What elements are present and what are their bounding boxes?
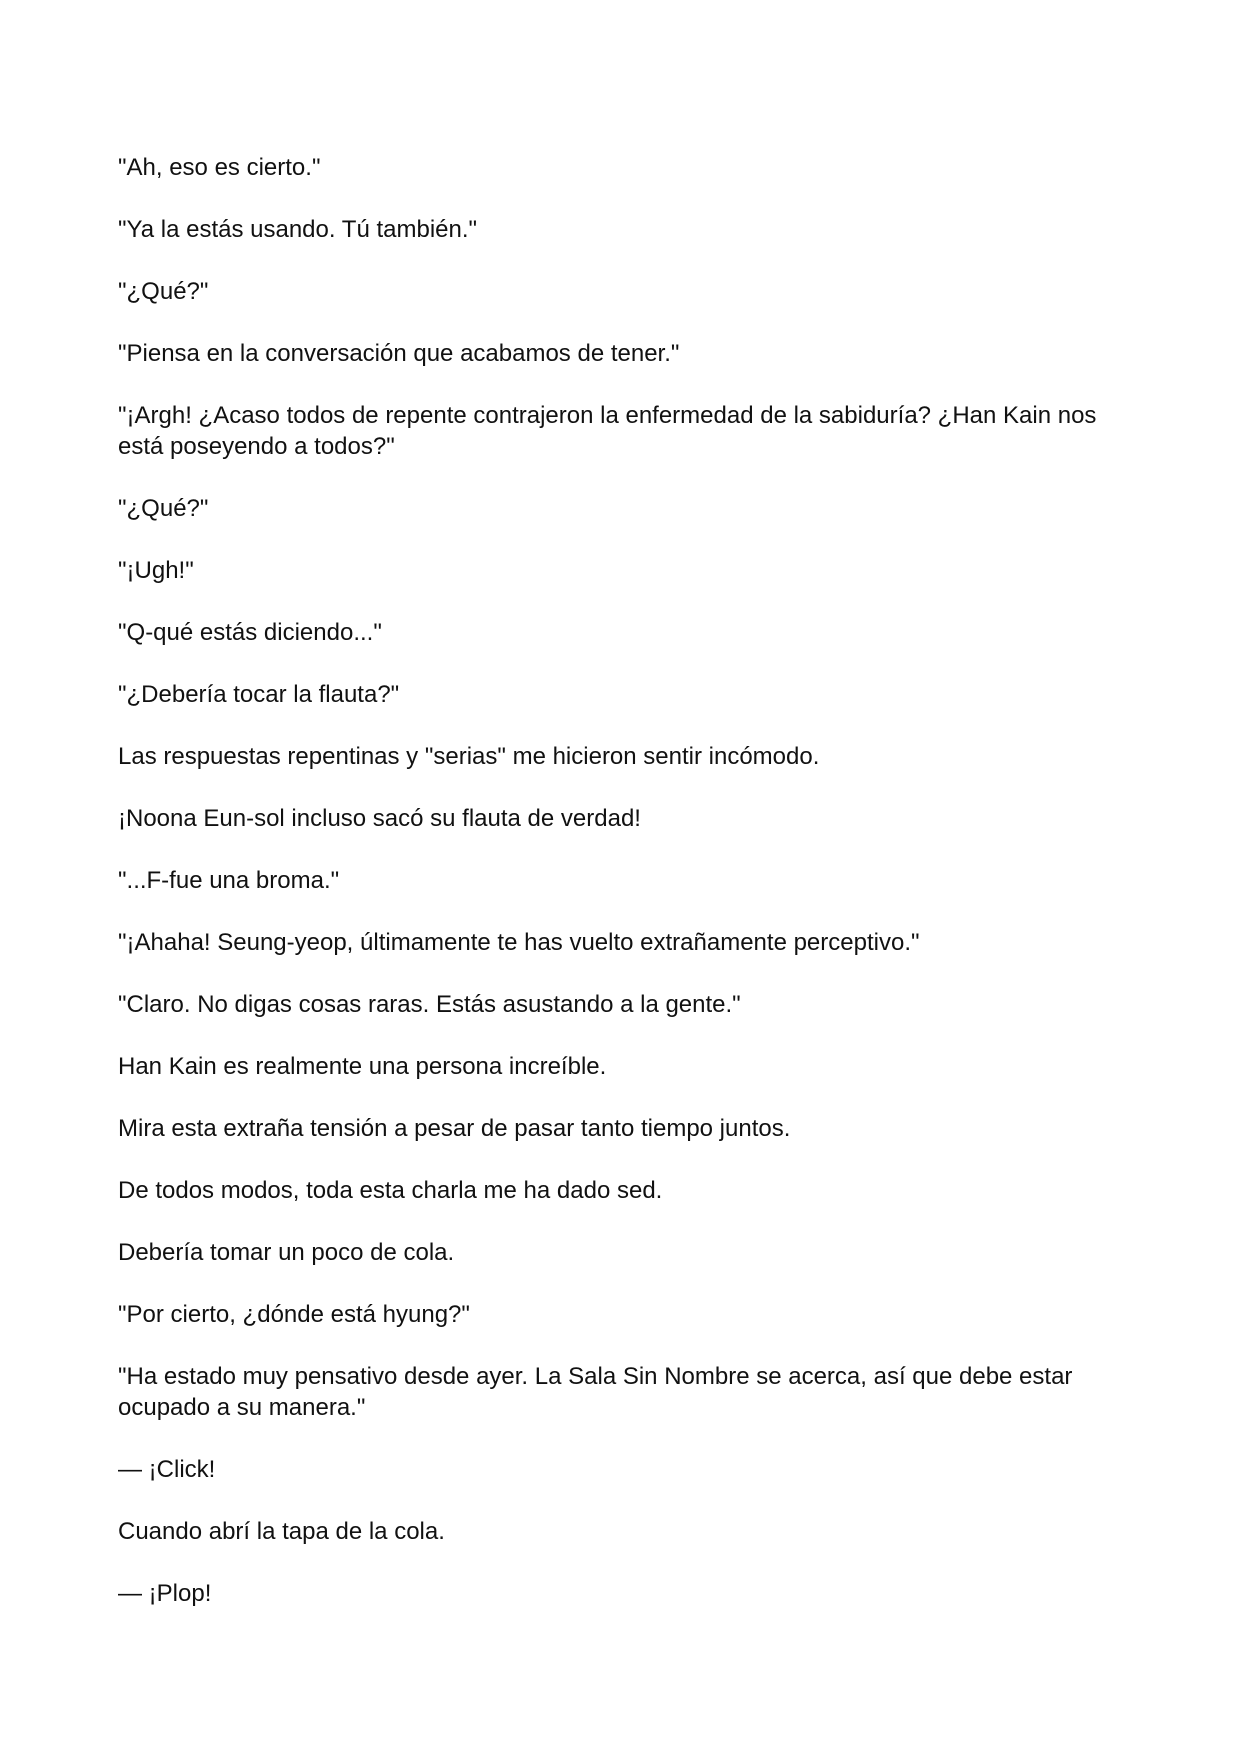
paragraph: Han Kain es realmente una persona increíble. <box>118 1053 607 1080</box>
paragraph: Las respuestas repentinas y "serias" me hicieron sentir incómodo. <box>118 743 820 770</box>
paragraph: "¡Ahaha! Seung-yeop, últimamente te has vuelto extrañamente perceptivo." <box>118 929 920 956</box>
paragraph: Cuando abrí la tapa de la cola. <box>118 1518 445 1545</box>
paragraph: "Piensa en la conversación que acabamos de tener." <box>118 340 680 367</box>
paragraph: "¿Qué?" <box>118 495 209 522</box>
paragraph: De todos modos, toda esta charla me ha dado sed. <box>118 1177 663 1204</box>
paragraph: "Ah, eso es cierto." <box>118 154 321 181</box>
paragraph: "¿Debería tocar la flauta?" <box>118 681 400 708</box>
paragraph: "Claro. No digas cosas raras. Estás asustando a la gente." <box>118 991 741 1018</box>
paragraph: "¿Qué?" <box>118 278 209 305</box>
paragraph: "Por cierto, ¿dónde está hyung?" <box>118 1301 470 1328</box>
paragraph: "...F-fue una broma." <box>118 867 340 894</box>
paragraph: "Ya la estás usando. Tú también." <box>118 216 478 243</box>
paragraph: "Q-qué estás diciendo..." <box>118 619 382 646</box>
paragraph: ¡Noona Eun-sol incluso sacó su flauta de verdad! <box>118 805 641 832</box>
paragraph: "Ha estado muy pensativo desde ayer. La Sala Sin Nombre se acerca, así que debe estar ocupado a su manera." <box>118 1363 1080 1421</box>
paragraph: "¡Argh! ¿Acaso todos de repente contrajeron la enfermedad de la sabiduría? ¿Han Kain nos está poseyendo a todos?" <box>118 402 1104 460</box>
paragraph: — ¡Click! <box>118 1456 216 1483</box>
paragraph: "¡Ugh!" <box>118 557 194 584</box>
paragraph: Debería tomar un poco de cola. <box>118 1239 455 1266</box>
document-body <box>118 152 1128 1640</box>
paragraph: Mira esta extraña tensión a pesar de pasar tanto tiempo juntos. <box>118 1115 791 1142</box>
paragraph: — ¡Plop! <box>118 1580 212 1607</box>
